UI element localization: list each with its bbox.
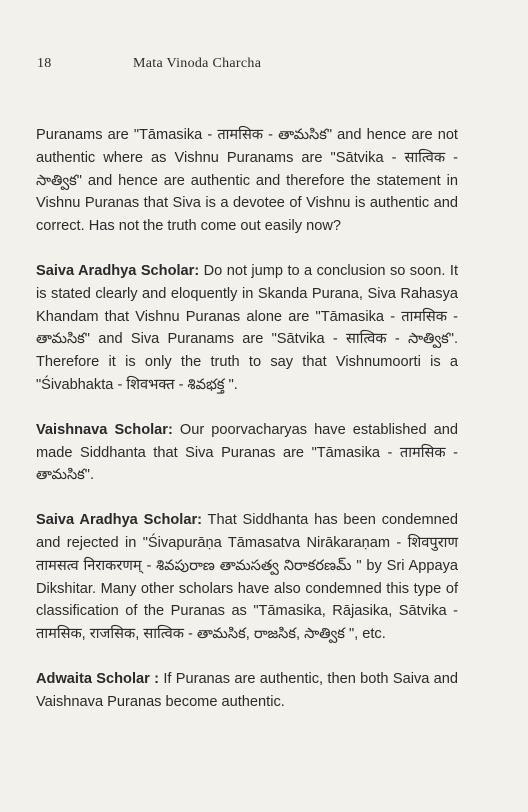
page-number: 18: [37, 56, 52, 71]
speaker-label: Saiva Aradhya Scholar:: [36, 512, 202, 529]
speaker-label: Vaishnava Scholar:: [36, 421, 173, 438]
page-body: [36, 124, 458, 736]
running-title: Mata Vinoda Charcha: [133, 56, 262, 71]
paragraph-3: [36, 419, 458, 487]
paragraph-text: Do not jump to a conclusion so soon. It is stated clearly and eloquently in Skanda Purana, Siva Rahasya Khandam that Vishnu Puranas alone are "Tāmasika - तामसिक - తామసిక" and Siva Puranams are "Sātvika - सात्विक - సాత్విక". Therefore it is only the truth to say that Vishnumoorti is a "Śivabhakta - शिवभक्त - శివభక్త ".: [36, 262, 458, 393]
paragraph-1: [36, 124, 458, 238]
paragraph-text: Our poorvacharyas have established and made Siddhanta that Siva Puranas are "Tāmasika - तामसिक - తామసిక".: [36, 421, 458, 484]
paragraph-5: [36, 668, 458, 714]
speaker-label: Saiva Aradhya Scholar:: [36, 262, 200, 279]
speaker-label: Adwaita Scholar :: [36, 670, 159, 687]
paragraph-2: [36, 260, 458, 397]
paragraph-4: [36, 509, 458, 646]
paragraph-text: If Puranas are authentic, then both Saiva and Vaishnava Puranas become authentic.: [36, 670, 459, 710]
paragraph-text: That Siddhanta has been condemned and rejected in "Śivapurāṇa Tāmasatva Nirākaraṇam - शिवपुराण तामसत्व निराकरणम् - శివపురాణ తామసత్వ నిరాకరణమ్ " by Sri Appaya Dikshitar. Many other scholars have also condemned this type of classification of the Puranas as "Tāmasika, Rājasika, Sātvika - तामसिक, राजसिक, सात्विक - తామసిక, రాజసిక, సాత్విక ", etc.: [36, 512, 458, 643]
paragraph-text: Puranams are "Tāmasika - तामसिक - తామసిక" and hence are not authentic where as Vishnu Puranams are "Sātvika - सात्विक - సాత్విక" and hence are authentic and therefore the statement in Vishnu Puranas that Siva is a devotee of Vishnu is authentic and correct. Has not the truth come out easily now?: [36, 127, 458, 235]
